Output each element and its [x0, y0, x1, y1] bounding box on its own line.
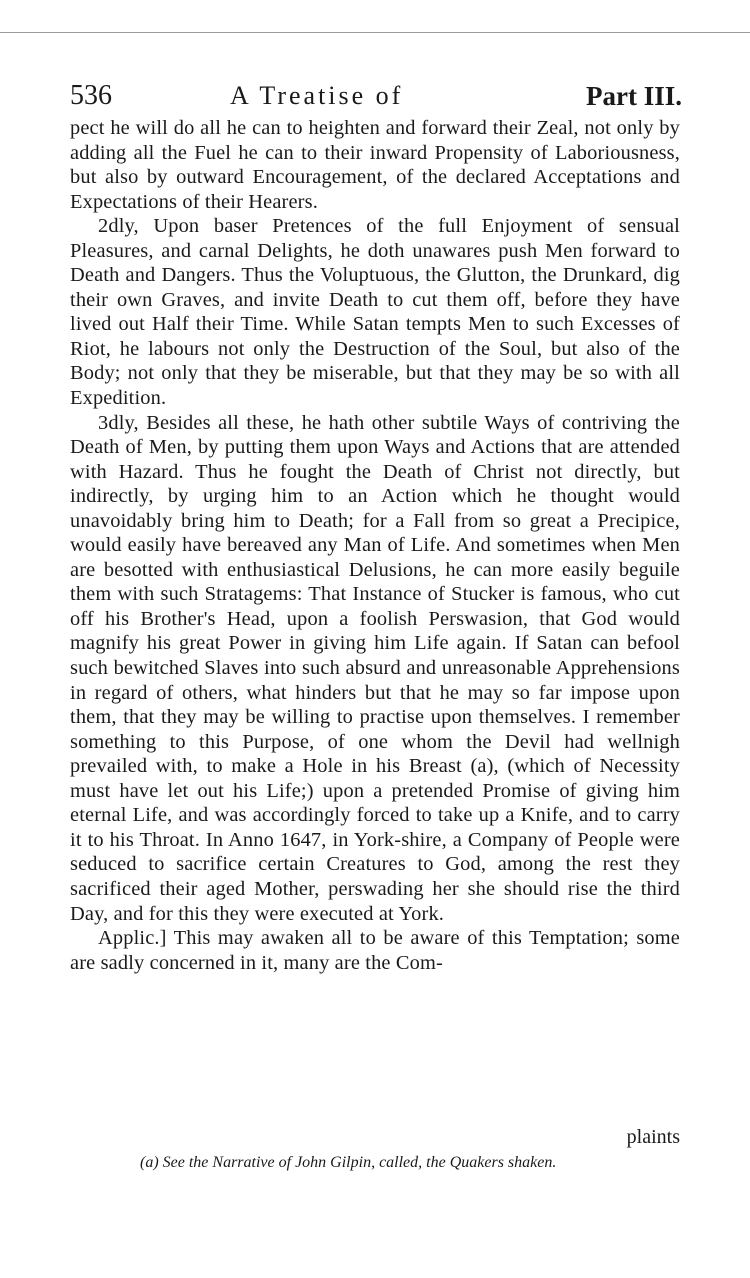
page-number: 536 [70, 80, 112, 111]
top-rule [0, 32, 750, 33]
running-head [70, 78, 682, 114]
catchword: plaints [626, 1126, 680, 1148]
paragraph-application: Applic.] This may awaken all to be aware of this Temptation; some are sadly concerned in it, many are the Com- [70, 927, 680, 974]
footnote: (a) See the Narrative of John Gilpin, called, the Quakers shaken. [140, 1154, 557, 1171]
paragraph-continuation: pect he will do all he can to heighten and forward their Zeal, not only by adding all the Fuel he can to their inward Propensity of Laboriousness, but also by outward Encouragement, of the declared Acceptations and Expectations of their Hearers. [70, 117, 680, 213]
paragraph-secondly: 2dly, Upon baser Pretences of the full Enjoyment of sensual Pleasures, and carnal Delights, he doth unawares push Men forward to Death and Dangers. Thus the Voluptuous, the Glutton, the Drunkard, dig their own Graves, and invite Death to cut them off, before they have lived out Half their Time. While Satan tempts Men to such Excesses of Riot, he labours not only the Destruction of the Soul, but also of the Body; not only that they be miserable, but that they may be so with all Expedition. [70, 215, 680, 410]
part-label: Part III. [586, 81, 682, 111]
body-text [70, 116, 680, 975]
running-title: A Treatise of [230, 81, 404, 110]
paragraph-thirdly: 3dly, Besides all these, he hath other subtile Ways of contriving the Death of Men, by putting them upon Ways and Actions that are attended with Hazard. Thus he fought the Death of Christ not directly, but indirectly, by urging him to an Action which he thought would unavoidably bring him to Death; for a Fall from so great a Precipice, would easily have bereaved any Man of Life. And sometimes when Men are besotted with enthusiastical Delusions, he can more easily beguile them with such Stratagems: That Instance of Stucker is famous, who cut off his Brother's Head, upon a foolish Perswasion, that God would magnify his great Power in giving him Life again. If Satan can befool such bewitched Slaves into such absurd and unreasonable Apprehensions in regard of others, what hinders but that he may so far impose upon them, that they may be willing to practise upon themselves. I remember something to this Purpose, of one whom the Devil had wellnigh prevailed with, to make a Hole in his Breast (a), (which of Necessity must have let out his Life;) upon a pretended Promise of giving him eternal Life, and was accordingly forced to take up a Knife, and to carry it to his Throat. In Anno 1647, in York-shire, a Company of People were seduced to sacrifice certain Creatures to God, among the rest they sacrificed their aged Mother, perswading her she should rise the third Day, and for this they were executed at York. [70, 411, 680, 925]
